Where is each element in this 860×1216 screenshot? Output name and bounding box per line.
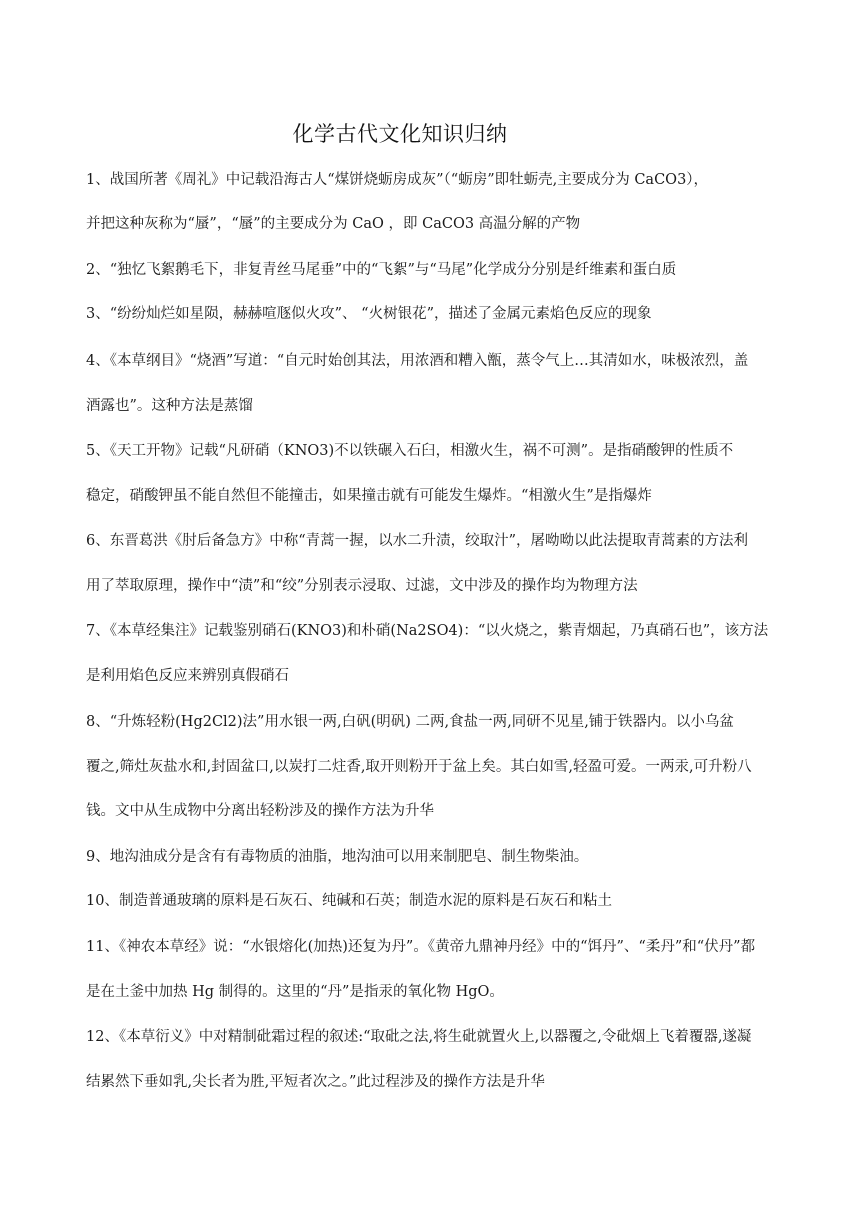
page-title: 化学古代文化知识归纳 — [292, 122, 508, 146]
text-line-10: 用了萃取原理，操作中“渍”和“绞”分别表示浸取、过滤，文中涉及的操作均为物理方法 — [86, 578, 638, 594]
text-line-19: 是在土釜中加热 Hg 制得的。这里的“丹”是指汞的氧化物 HgO。 — [86, 984, 504, 1000]
text-line-6: 酒露也”。这种方法是蒸馏 — [86, 398, 253, 414]
text-line-4: 3、“纷纷灿烂如星陨，赫赫喧豗似火攻”、 “火树银花”，描述了金属元素焰色反应的现象 — [86, 306, 652, 322]
text-line-2: 并把这种灰称为“蜃”，“蜃”的主要成分为 CaO ，即 CaCO3 高温分解的产物 — [86, 216, 581, 232]
text-line-3: 2、“独忆飞絮鹅毛下，非复青丝马尾垂”中的“飞絮”与“马尾”化学成分分别是纤维素和蛋白质 — [86, 262, 677, 278]
text-line-13: 8、“升炼轻粉(Hg2Cl2)法”用水银一两,白矾(明矾) 二两,食盐一两,同研不见星,铺于铁器内。以小乌盆 — [86, 714, 734, 730]
text-line-1: 1、战国所著《周礼》中记载沿海古人“煤饼烧蛎房成灰”（“蛎房”即牡蛎壳,主要成分为 CaCO3）， — [86, 172, 709, 188]
text-line-5: 4、《本草纲目》“烧酒”写道：“自元时始创其法，用浓酒和糟入甑，蒸令气上…其清如水，味极浓烈，盖 — [86, 353, 749, 369]
text-line-11: 7、《本草经集注》记载鉴别硝石(KNO3)和朴硝(Na2SO4)：“以火烧之，紫青烟起，乃真硝石也”，该方法 — [86, 623, 769, 639]
text-line-8: 稳定，硝酸钾虽不能自然但不能撞击，如果撞击就有可能发生爆炸。“相激火生”是指爆炸 — [86, 488, 652, 504]
text-line-14: 覆之,筛灶灰盐水和,封固盆口,以炭打二炷香,取开则粉开于盆上矣。其白如雪,轻盈可爱。一两汞,可升粉八 — [86, 759, 752, 775]
text-line-21: 结累然下垂如乳,尖长者为胜,平短者次之。”此过程涉及的操作方法是升华 — [86, 1074, 545, 1090]
text-line-9: 6、东晋葛洪《肘后备急方》中称“青蒿一握，以水二升渍，绞取汁”，屠呦呦以此法提取青蒿素的方法利 — [86, 533, 749, 549]
text-line-7: 5、《天工开物》记载“凡研硝（KNO3)不以铁碾入石臼，相激火生，祸不可测”。是指硝酸钾的性质不 — [86, 443, 734, 459]
text-line-17: 10、制造普通玻璃的原料是石灰石、纯碱和石英；制造水泥的原料是石灰石和粘土 — [86, 893, 612, 909]
text-line-18: 11、《神农本草经》说：“水银熔化(加热)还复为丹”。《黄帝九鼎神丹经》中的“饵丹”、“柔丹”和“伏丹”都 — [86, 939, 756, 955]
text-line-15: 钱。文中从生成物中分离出轻粉涉及的操作方法为升华 — [86, 803, 434, 819]
text-line-12: 是利用焰色反应来辨别真假硝石 — [86, 668, 289, 684]
text-line-20: 12、《本草衍义》中对精制砒霜过程的叙述:“取砒之法,将生砒就置火上,以器覆之,令砒烟上飞着覆器,遂凝 — [86, 1029, 752, 1045]
text-line-16: 9、地沟油成分是含有有毒物质的油脂，地沟油可以用来制肥皂、制生物柴油。 — [86, 849, 589, 865]
